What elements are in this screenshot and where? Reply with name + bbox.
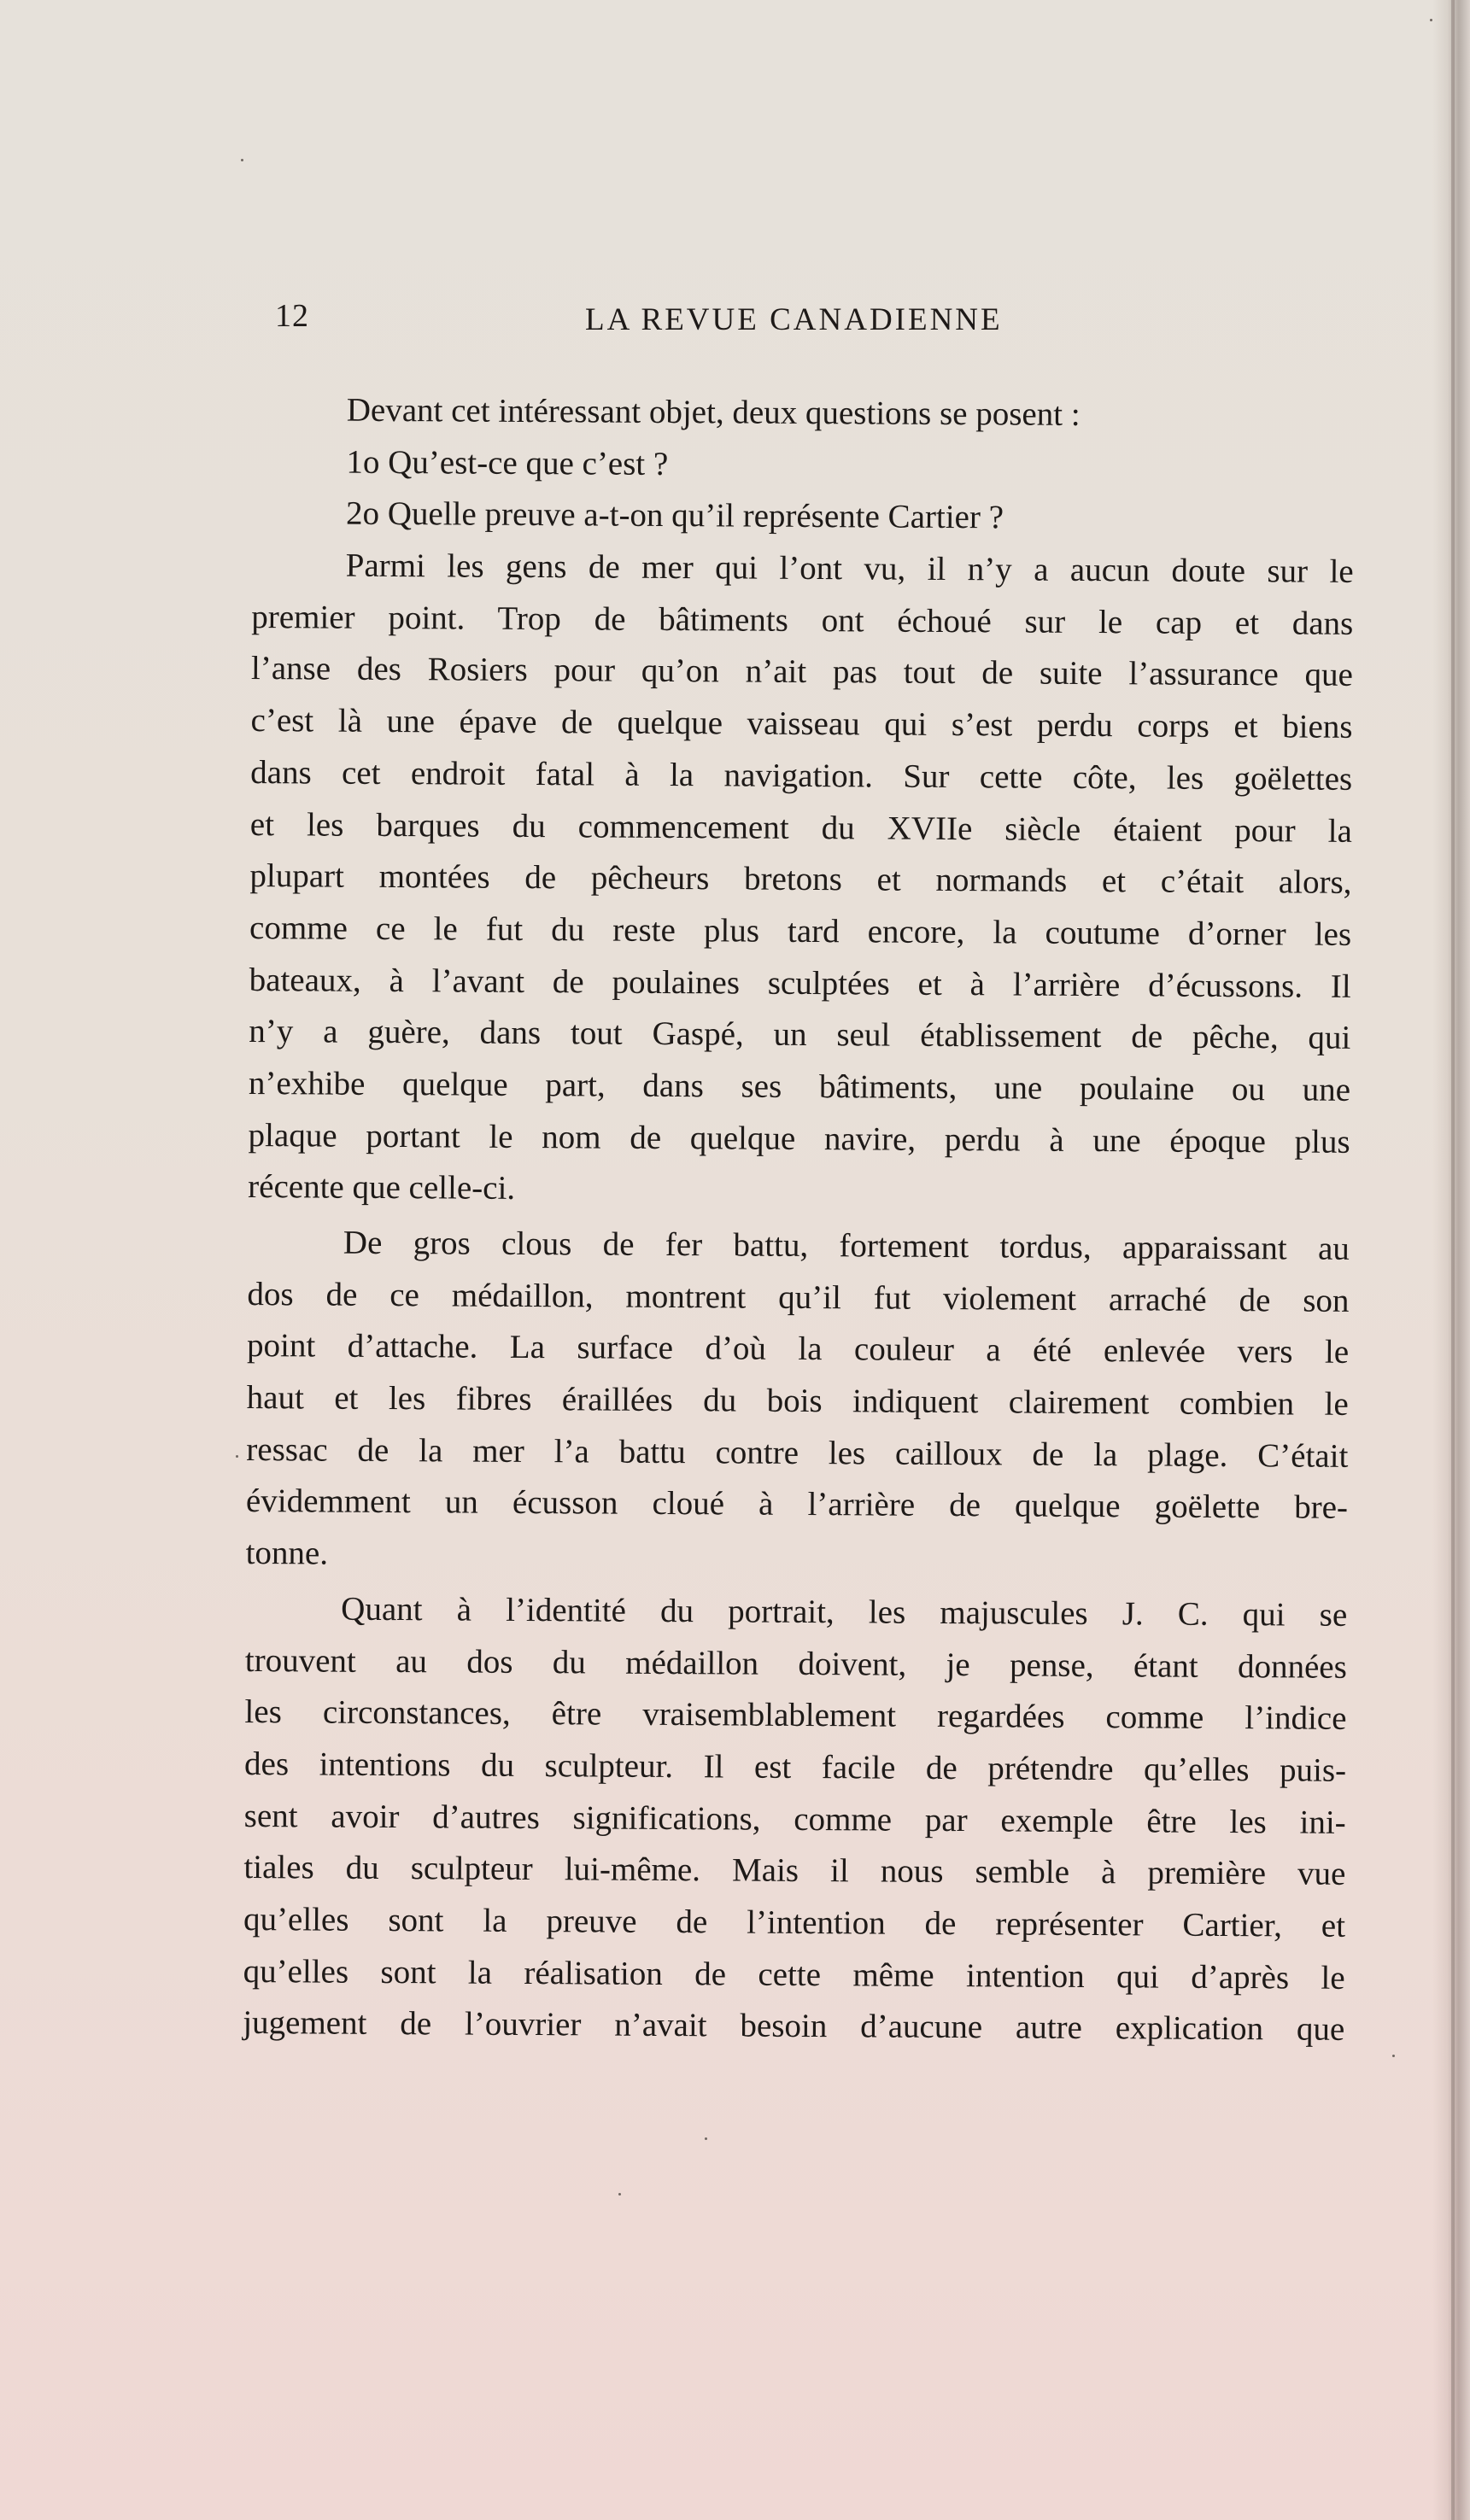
text-line: n’y a guère, dans tout Gaspé, un seul établissement de pêche, qui — [249, 1013, 1351, 1057]
text-line: les circonstances, être vraisemblablement regardées comme l’indice — [244, 1693, 1347, 1738]
text-line: sent avoir d’autres significations, comme par exemple être les ini- — [243, 1797, 1346, 1841]
text-line: n’exhibe quelque part, dans ses bâtiments, une poulaine ou une — [248, 1064, 1351, 1108]
text-line: des intentions du sculpteur. Il est facile de prétendre qu’elles puis- — [244, 1745, 1347, 1789]
text-line: ressac de la mer l’a battu contre les cailloux de la plage. C’était — [246, 1430, 1349, 1475]
paper-speck — [241, 159, 243, 161]
text-line: qu’elles sont la réalisation de cette même intention qui d’après le — [243, 1952, 1345, 1997]
text-line: et les barques du commencement du XVIIe siècle étaient pour la — [249, 805, 1352, 850]
text-line: 2o Quelle preuve a-t-on qu’il représente Cartier ? — [345, 495, 1004, 536]
text-line: dans cet endroit fatal à la navigation. Sur cette côte, les goëlettes — [250, 753, 1353, 798]
text-line: 1o Qu’est-ce que c’est ? — [346, 443, 669, 482]
paper-speck — [236, 1455, 238, 1458]
text-line: bateaux, à l’avant de poulaines sculptées et à l’arrière d’écussons. Il — [249, 961, 1351, 1005]
text-line: l’anse des Rosiers pour qu’on n’ait pas tout de suite l’assurance que — [250, 650, 1354, 694]
text-line: tonne. — [245, 1535, 329, 1572]
text-line: De gros clous de fer battu, fortement tordus, apparaissant au — [343, 1224, 1350, 1267]
text-line: c’est là une épave de quelque vaisseau qui s’est perdu corps et biens — [250, 702, 1353, 745]
journal-title: LA REVUE CANADIENNE — [585, 302, 1003, 337]
text-line: Quant à l’identité du portrait, les majuscules J. C. qui se — [341, 1590, 1348, 1634]
text-line: tiales du sculpteur lui-même. Mais il nous semble à première vue — [243, 1849, 1346, 1893]
text-line: qu’elles sont la preuve de l’intention de représenter Cartier, et — [243, 1900, 1346, 1944]
text-line: point d’attache. La surface d’où la couleur a été enlevée vers le — [246, 1327, 1350, 1371]
paper-speck — [1430, 19, 1432, 21]
text-line: premier point. Trop de bâtiments ont échoué sur le cap et dans — [251, 598, 1354, 642]
text-line: Devant cet intéressant objet, deux questions se posent : — [346, 391, 1081, 433]
page-fold-line — [1451, 0, 1455, 2520]
text-line: plaque portant le nom de quelque navire, perdu à une époque plus — [248, 1116, 1350, 1161]
text-line: récente que celle-ci. — [248, 1168, 516, 1207]
text-line: Parmi les gens de mer qui l’ont vu, il n’y a aucun doute sur le — [345, 547, 1354, 590]
text-line: évidemment un écusson cloué à l’arrière de quelque goëlette bre- — [245, 1482, 1349, 1527]
text-line: jugement de l’ouvrier n’avait besoin d’aucune autre explication que — [243, 2004, 1345, 2049]
text-line: plupart montées de pêcheurs bretons et normands et c’était alors, — [249, 857, 1352, 902]
paper-speck — [1392, 2055, 1395, 2057]
text-line: haut et les fibres éraillées du bois indiquent clairement combien le — [246, 1379, 1349, 1423]
paper-speck — [618, 2193, 621, 2195]
running-head — [248, 297, 1358, 340]
text-line: trouvent au dos du médaillon doivent, je pense, étant données — [244, 1641, 1347, 1686]
page-number: 12 — [275, 298, 309, 334]
paper-speck — [705, 2137, 707, 2140]
text-line: dos de ce médaillon, montrent qu’il fut violement arraché de son — [247, 1275, 1350, 1319]
text-line: comme ce le fut du reste plus tard encore, la coutume d’orner les — [249, 909, 1352, 953]
body-text — [243, 384, 1355, 2056]
